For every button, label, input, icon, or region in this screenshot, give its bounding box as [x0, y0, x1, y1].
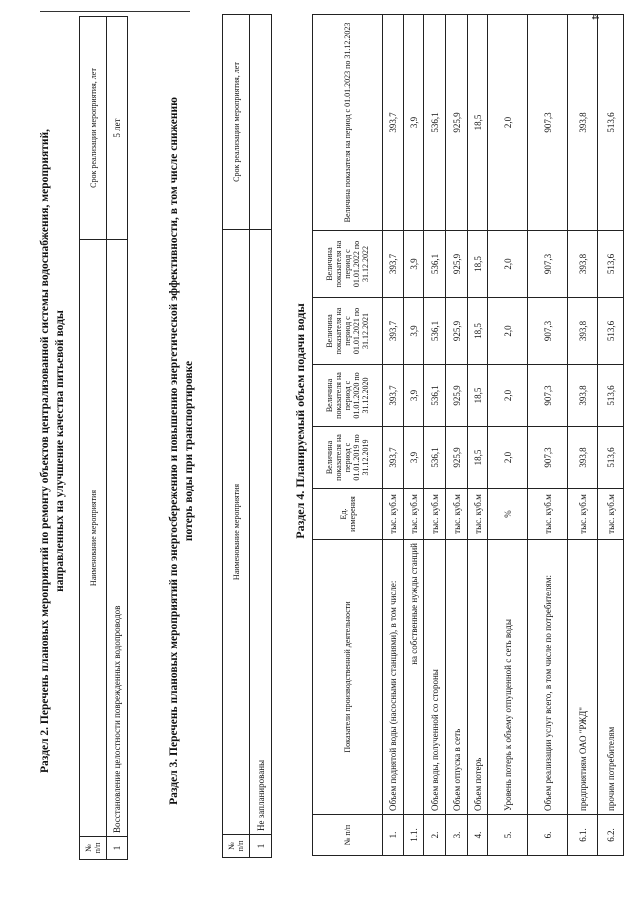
table-cell: 393,7: [383, 231, 404, 298]
table-row: [107, 17, 128, 860]
table-cell: 2,0: [488, 15, 528, 231]
table-cell: 6.1.: [568, 815, 598, 856]
table-cell: 1.: [383, 815, 404, 856]
table-cell: 393,7: [383, 365, 404, 427]
section4-col-unit: Ед. измерения: [313, 489, 383, 540]
table-cell: 925,9: [446, 365, 468, 427]
section3-cell-name: Не запланированы: [250, 230, 272, 835]
table-cell: 393,8: [568, 15, 598, 231]
section2-cell-term: 5 лет: [107, 17, 128, 240]
section3-header-row: [223, 15, 250, 858]
table-cell: 18,5: [468, 365, 488, 427]
section3-cell-term: [250, 15, 272, 230]
table-cell: 513,6: [598, 15, 624, 231]
table-cell: тыс. куб.м: [404, 489, 424, 540]
section2-col-name: Наименование мероприятия: [80, 240, 107, 837]
section4-header-row: [313, 15, 383, 856]
table-cell: 513,6: [598, 427, 624, 489]
table-cell: 907,3: [528, 365, 568, 427]
table-cell: 2,0: [488, 427, 528, 489]
section4-col-2022: Величина показателя на период с 01.01.2022 по 31.12.2022: [313, 231, 383, 298]
table-cell: тыс. куб.м: [446, 489, 468, 540]
table-cell: тыс. куб.м: [383, 489, 404, 540]
page-number: 4: [589, 14, 601, 20]
table-cell: 3,9: [404, 427, 424, 489]
section2-col-term: Срок реализации мероприятия, лет: [80, 17, 107, 240]
table-cell: 536,1: [424, 427, 446, 489]
table-cell: 2,0: [488, 298, 528, 365]
table-cell: 907,3: [528, 427, 568, 489]
section4-col-2021: Величина показателя на период с 01.01.2021 по 31.12.2021: [313, 298, 383, 365]
table-cell: 3.: [446, 815, 468, 856]
table-cell: 3,9: [404, 298, 424, 365]
section2-header-row: [80, 17, 107, 860]
table-cell: 393,8: [568, 298, 598, 365]
table-cell: 18,5: [468, 298, 488, 365]
table-row: [488, 15, 528, 856]
page-content: [0, 1, 640, 901]
table-cell: 925,9: [446, 298, 468, 365]
section4-body: [383, 15, 624, 856]
table-cell: 6.: [528, 815, 568, 856]
table-cell: 18,5: [468, 427, 488, 489]
table-cell: Объем реализации услуг всего, в том числе по потребителям:: [528, 540, 568, 815]
table-cell: 513,6: [598, 231, 624, 298]
table-cell: 513,6: [598, 298, 624, 365]
table-cell: 925,9: [446, 231, 468, 298]
table-cell: 393,7: [383, 427, 404, 489]
section4-table: [312, 14, 624, 856]
table-cell: 393,8: [568, 427, 598, 489]
table-cell: тыс. куб.м: [598, 489, 624, 540]
section4-col-indicator: Показатели производственной деятельности: [313, 540, 383, 815]
table-cell: прочим потребителям: [598, 540, 624, 815]
section3-title-line1: Раздел 3. Перечень плановых мероприятий по энергосбережению и повышению энергетической эффективности, в том числе снижению: [168, 97, 180, 805]
table-cell: 513,6: [598, 365, 624, 427]
table-cell: 907,3: [528, 298, 568, 365]
table-cell: Объем воды, полученной со стороны: [424, 540, 446, 815]
table-cell: 925,9: [446, 15, 468, 231]
table-cell: 907,3: [528, 231, 568, 298]
table-row: [598, 15, 624, 856]
table-cell: предприятиям ОАО "РЖД": [568, 540, 598, 815]
table-cell: Объем поднятой воды (насосными станциями), в том числе:: [383, 540, 404, 815]
table-cell: 6.2.: [598, 815, 624, 856]
section3-table: [222, 14, 272, 858]
section2-title-line2: направленных на улучшение качества питьевой воды: [54, 310, 66, 592]
table-row: [568, 15, 598, 856]
table-cell: 3,9: [404, 231, 424, 298]
table-cell: тыс. куб.м: [468, 489, 488, 540]
section3-col-term: Срок реализации мероприятия, лет: [223, 15, 250, 230]
table-cell: 18,5: [468, 231, 488, 298]
section3-col-name: Наименование мероприятия: [223, 230, 250, 835]
table-cell: 1.1.: [404, 815, 424, 856]
table-row: [250, 15, 272, 858]
table-cell: 907,3: [528, 15, 568, 231]
table-cell: 2,0: [488, 365, 528, 427]
section2-title-line1: Раздел 2. Перечень плановых мероприятий по ремонту объектов централизованной системы водоснабжения, мероприятий,: [39, 129, 51, 773]
section3-title-line2: потерь воды при транспортировке: [183, 360, 195, 542]
table-row: [424, 15, 446, 856]
table-cell: 536,1: [424, 231, 446, 298]
section2-col-number: № п/п: [80, 837, 107, 860]
table-cell: 2.: [424, 815, 446, 856]
table-cell: 393,8: [568, 365, 598, 427]
section4-col-2019: Величина показателя на период с 01.01.2019 по 31.12.2019: [313, 427, 383, 489]
table-cell: 393,7: [383, 15, 404, 231]
table-cell: 5.: [488, 815, 528, 856]
section2-cell-name: Восстановление целостности поврежденных водопроводов: [107, 240, 128, 837]
table-cell: тыс. куб.м: [528, 489, 568, 540]
table-cell: Объем отпуска в сеть: [446, 540, 468, 815]
table-row: [404, 15, 424, 856]
table-cell: 393,7: [383, 298, 404, 365]
section4-col-2020: Величина показателя на период с 01.01.2020 по 31.12.2020: [313, 365, 383, 427]
table-cell: 18,5: [468, 15, 488, 231]
table-cell: 3,9: [404, 365, 424, 427]
table-cell: Объем потерь: [468, 540, 488, 815]
table-cell: 4.: [468, 815, 488, 856]
section2-table: [79, 16, 128, 860]
table-cell: тыс. куб.м: [424, 489, 446, 540]
table-cell: 536,1: [424, 365, 446, 427]
section3-cell-number: 1: [250, 835, 272, 858]
table-cell: тыс. куб.м: [568, 489, 598, 540]
table-cell: 925,9: [446, 427, 468, 489]
table-cell: 3,9: [404, 15, 424, 231]
section2-title: [38, 41, 68, 861]
section2-cell-number: 1: [107, 837, 128, 860]
table-row: [528, 15, 568, 856]
section3-col-number: № п/п: [223, 835, 250, 858]
section3-title: [167, 41, 197, 861]
section4-title: Раздел 4. Планируемый объем подачи воды: [293, 303, 307, 539]
table-cell: 536,1: [424, 15, 446, 231]
table-cell: на собственные нужды станций: [404, 540, 424, 815]
table-cell: 536,1: [424, 298, 446, 365]
table-cell: 2,0: [488, 231, 528, 298]
table-cell: %: [488, 489, 528, 540]
table-cell: Уровень потерь к объему отпущенной с сеть воды: [488, 540, 528, 815]
table-row: [383, 15, 404, 856]
table-cell: 393,8: [568, 231, 598, 298]
section4-col-2023: Величина показателя на период с 01.01.2023 по 31.12.2023: [313, 15, 383, 231]
table-row: [446, 15, 468, 856]
section4-col-number: № п/п: [313, 815, 383, 856]
table-row: [468, 15, 488, 856]
